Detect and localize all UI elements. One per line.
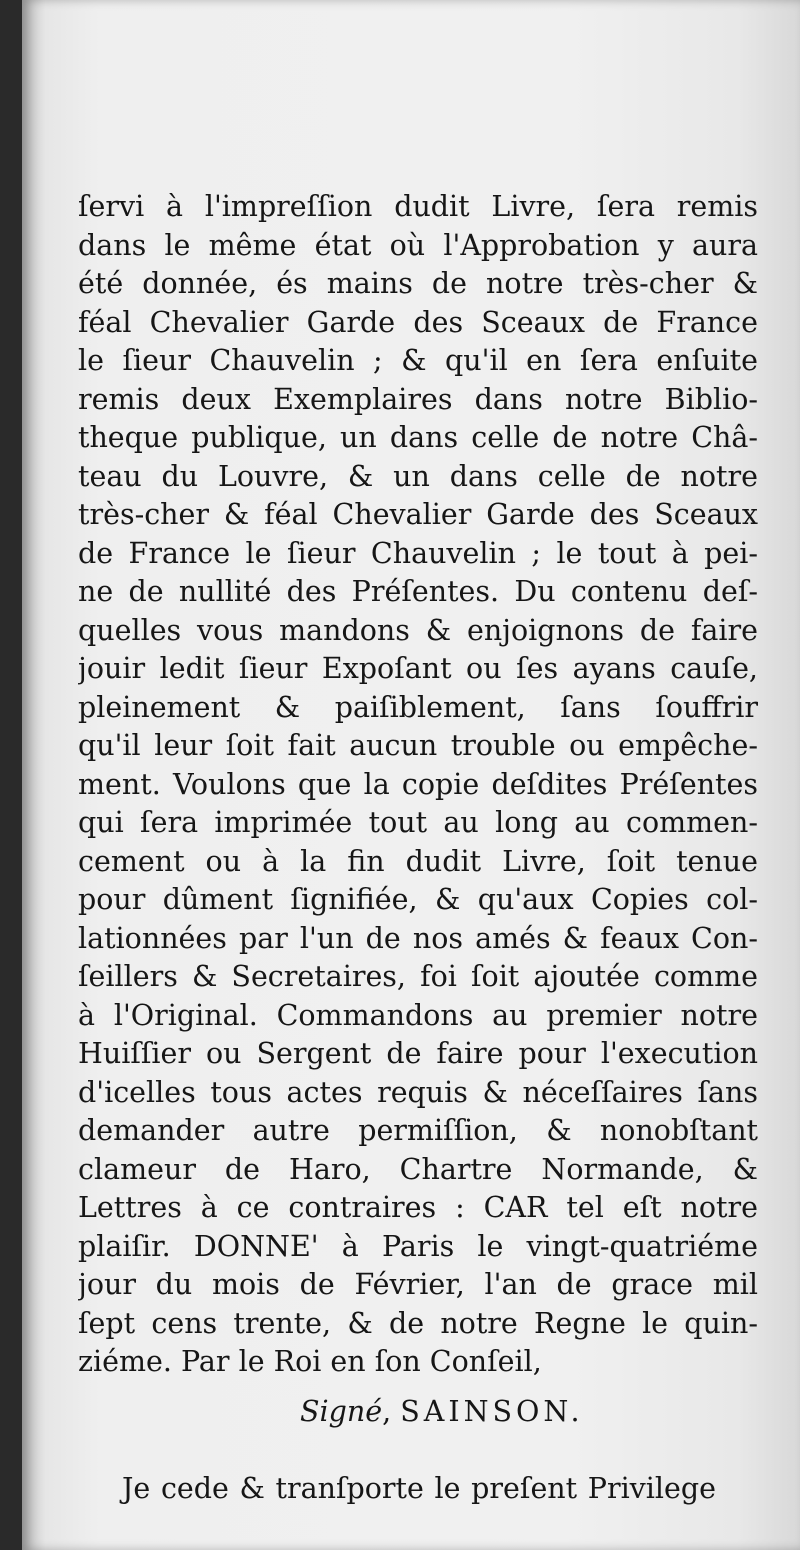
text-line: qu'il leur ſoit fait aucun trouble ou empêche- [78,729,758,762]
signature-name: SAINSON. [400,1395,584,1428]
text-line: cement ou à la fin dudit Livre, ſoit tenue [78,844,758,878]
text-line: pour dûment ſignifiée, & qu'aux Copies col- [78,883,758,916]
book-page [22,0,800,1550]
text-line: ſept cens trente, & de notre Regne le quin- [78,1306,758,1340]
signature-separator: , [382,1395,401,1428]
text-line: le ſieur Chauvelin ; & qu'il en ſera enſuite [78,344,758,377]
text-line: à l'Original. Commandons au premier notre [78,998,758,1032]
text-line: clameur de Haro, Chartre Normande, & [78,1152,758,1186]
text-line: ſeillers & Secretaires, foi ſoit ajoutée comme [78,960,758,993]
text-line: demander autre permiſſion, & nonobſtant [78,1114,758,1147]
text-line: Huiſſier ou Sergent de faire pour l'execution [78,1037,758,1070]
text-line: lationnées par l'un de nos amés & feaux Con- [78,921,758,955]
text-line: teau du Louvre, & un dans celle de notre [78,459,758,493]
text-line: ſervi à l'impreſſion dudit Livre, ſera remis [78,190,758,223]
text-line: très-cher & féal Chevalier Garde des Sceaux [78,498,758,531]
text-line-last: ziéme. Par le Roi en ſon Conſeil, [78,1345,542,1378]
text-line: Lettres à ce contraires : CAR tel eſt notre [78,1191,758,1224]
text-line: quelles vous mandons & enjoignons de faire [78,613,758,647]
text-line: theque publique, un dans celle de notre Châ- [78,421,758,454]
text-line: ment. Voulons que la copie deſdites Préſentes [78,767,758,801]
signature [300,1395,584,1428]
text-line: jour du mois de Février, l'an de grace mil [78,1268,758,1301]
text-line: dans le même état où l'Approbation y aura [78,228,758,262]
text-line: d'icelles tous actes requis & néceſſaires ſans [78,1075,758,1109]
catchline: Je cede & tranſporte le preſent Privilege [122,1472,716,1505]
text-line: de France le ſieur Chauvelin ; le tout à pei- [78,536,758,570]
text-line: qui ſera imprimée tout au long au commen- [78,806,758,839]
privilege-text [78,188,758,1382]
signature-signe: Signé [300,1395,383,1428]
text-line: jouir ledit ſieur Expoſant ou ſes ayans cauſe, [78,652,758,685]
text-line: pleinement & paiſiblement, ſans ſouffrir [78,690,758,724]
text-line: féal Chevalier Garde des Sceaux de France [78,305,758,339]
text-line: remis deux Exemplaires dans notre Biblio- [78,382,758,416]
text-line: été donnée, és mains de notre très-cher & [78,267,758,300]
text-line: ne de nullité des Préſentes. Du contenu deſ- [78,575,758,608]
text-line: plaiſir. DONNE' à Paris le vingt-quatriéme [78,1229,758,1263]
